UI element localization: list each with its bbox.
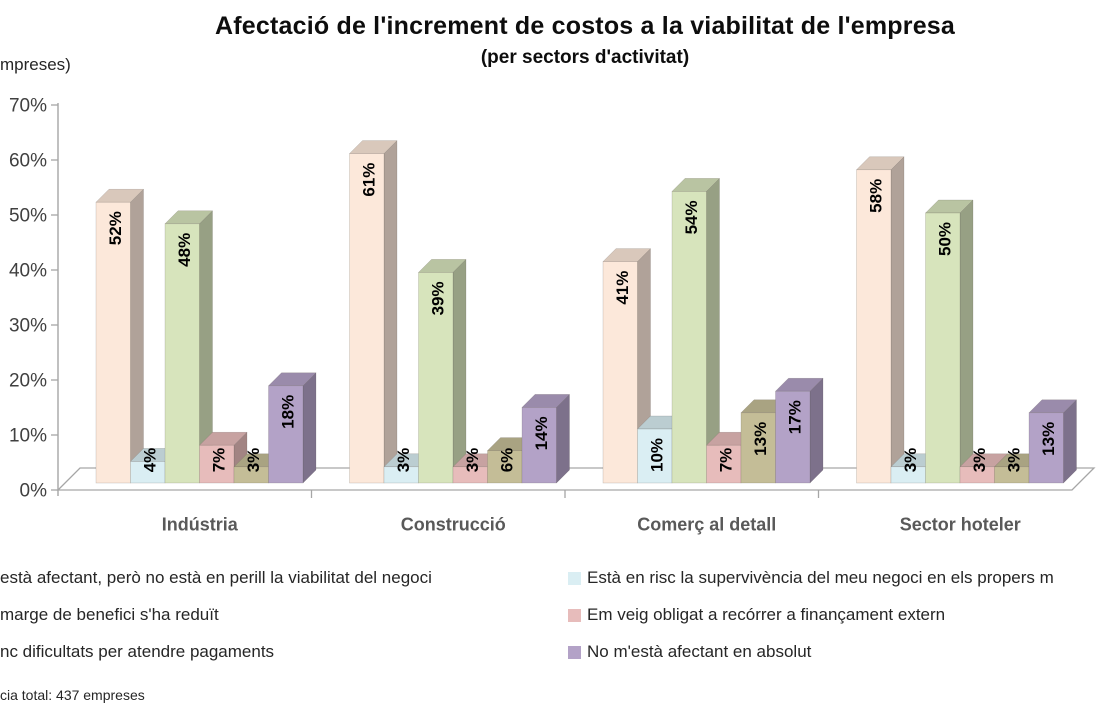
bar-side-face: [303, 373, 316, 483]
bar-value-label: 7%: [209, 447, 229, 473]
bar-value-label: 3%: [901, 447, 921, 473]
legend-swatch-pink: [568, 609, 581, 622]
bar-value-label: 13%: [1039, 421, 1059, 456]
bar-value-label: 17%: [785, 400, 805, 435]
sample-size-note: cia total: 437 empreses: [0, 687, 145, 703]
bar-value-label: 3%: [244, 447, 264, 473]
legend-swatch-blue: [568, 572, 581, 585]
bar-side-face: [1064, 400, 1077, 483]
y-axis-tick-label: 0%: [19, 480, 47, 502]
y-axis-tick-label: 70%: [8, 95, 47, 117]
bar-side-face: [810, 378, 823, 483]
category-label: Sector hoteler: [899, 514, 1021, 535]
bar-value-label: 54%: [682, 200, 702, 235]
bar-value-label: 41%: [613, 270, 633, 305]
y-axis-tick-label: 60%: [8, 150, 47, 172]
bar-side-face: [891, 157, 904, 483]
y-axis-tick-label: 40%: [8, 260, 47, 282]
bar-value-label: 3%: [394, 447, 414, 473]
bar-value-label: 48%: [175, 232, 195, 267]
y-axis-tick-label: 30%: [8, 315, 47, 337]
legend-item-not-affecting: [568, 642, 1100, 662]
bar-value-label: 3%: [1004, 447, 1024, 473]
bar-value-label: 4%: [140, 447, 160, 473]
y-axis-tick-label: 10%: [8, 425, 47, 447]
bar-value-label: 13%: [751, 421, 771, 456]
y-axis-tick-label: 20%: [8, 370, 47, 392]
bar-value-label: 58%: [866, 178, 886, 213]
legend-swatch-purple: [568, 646, 581, 659]
bar-value-label: 39%: [428, 281, 448, 316]
legend-label: està afectant, però no està en perill la viabilitat del negoci: [0, 568, 432, 587]
legend: [0, 566, 1100, 664]
bar-value-label: 61%: [359, 162, 379, 197]
bar-value-label: 7%: [716, 447, 736, 473]
legend-label: marge de benefici s'ha reduït: [0, 605, 219, 624]
y-axis-tick-label: 50%: [8, 205, 47, 227]
bar-side-face: [131, 189, 144, 483]
bar-value-label: 18%: [278, 394, 298, 429]
legend-label: Em veig obligat a recórrer a finançament extern: [587, 605, 946, 624]
chart-title: Afectació de l'increment de costos a la viabilitat de l'empresa: [214, 12, 956, 40]
category-label: Construcció: [400, 514, 506, 535]
bar-side-face: [960, 200, 973, 483]
bar-value-label: 6%: [497, 447, 517, 473]
legend-row: [0, 566, 1100, 590]
category-label: Indústria: [161, 514, 238, 535]
bar-value-label: 3%: [970, 447, 990, 473]
bar-value-label: 52%: [106, 211, 126, 246]
legend-item-margin-reduced: [0, 605, 568, 625]
bar: [350, 154, 385, 483]
bar-side-face: [557, 394, 570, 483]
bar-value-label: 50%: [935, 221, 955, 257]
legend-item-external-financing: [568, 605, 1100, 625]
legend-row: [0, 603, 1100, 627]
bar-side-face: [384, 141, 397, 483]
y-axis-unit-label: mpreses): [0, 55, 71, 74]
legend-label: nc dificultats per atendre pagaments: [0, 642, 275, 661]
legend-row: [0, 640, 1100, 664]
bar-value-label: 14%: [532, 416, 552, 451]
chart-subtitle: (per sectors d'activitat): [480, 47, 690, 68]
bar: [857, 170, 892, 483]
bar-value-label: 3%: [463, 447, 483, 473]
legend-item-survival-risk: [568, 568, 1100, 588]
category-label: Comerç al detall: [637, 514, 777, 535]
legend-label: Està en risc la supervivència del meu negoci en els propers m: [587, 568, 1054, 587]
legend-item-payment-difficulties: [0, 642, 568, 662]
legend-label: No m'està afectant en absolut: [587, 642, 812, 661]
legend-item-affecting-no-risk: [0, 568, 568, 588]
bar-value-label: 10%: [647, 437, 667, 473]
